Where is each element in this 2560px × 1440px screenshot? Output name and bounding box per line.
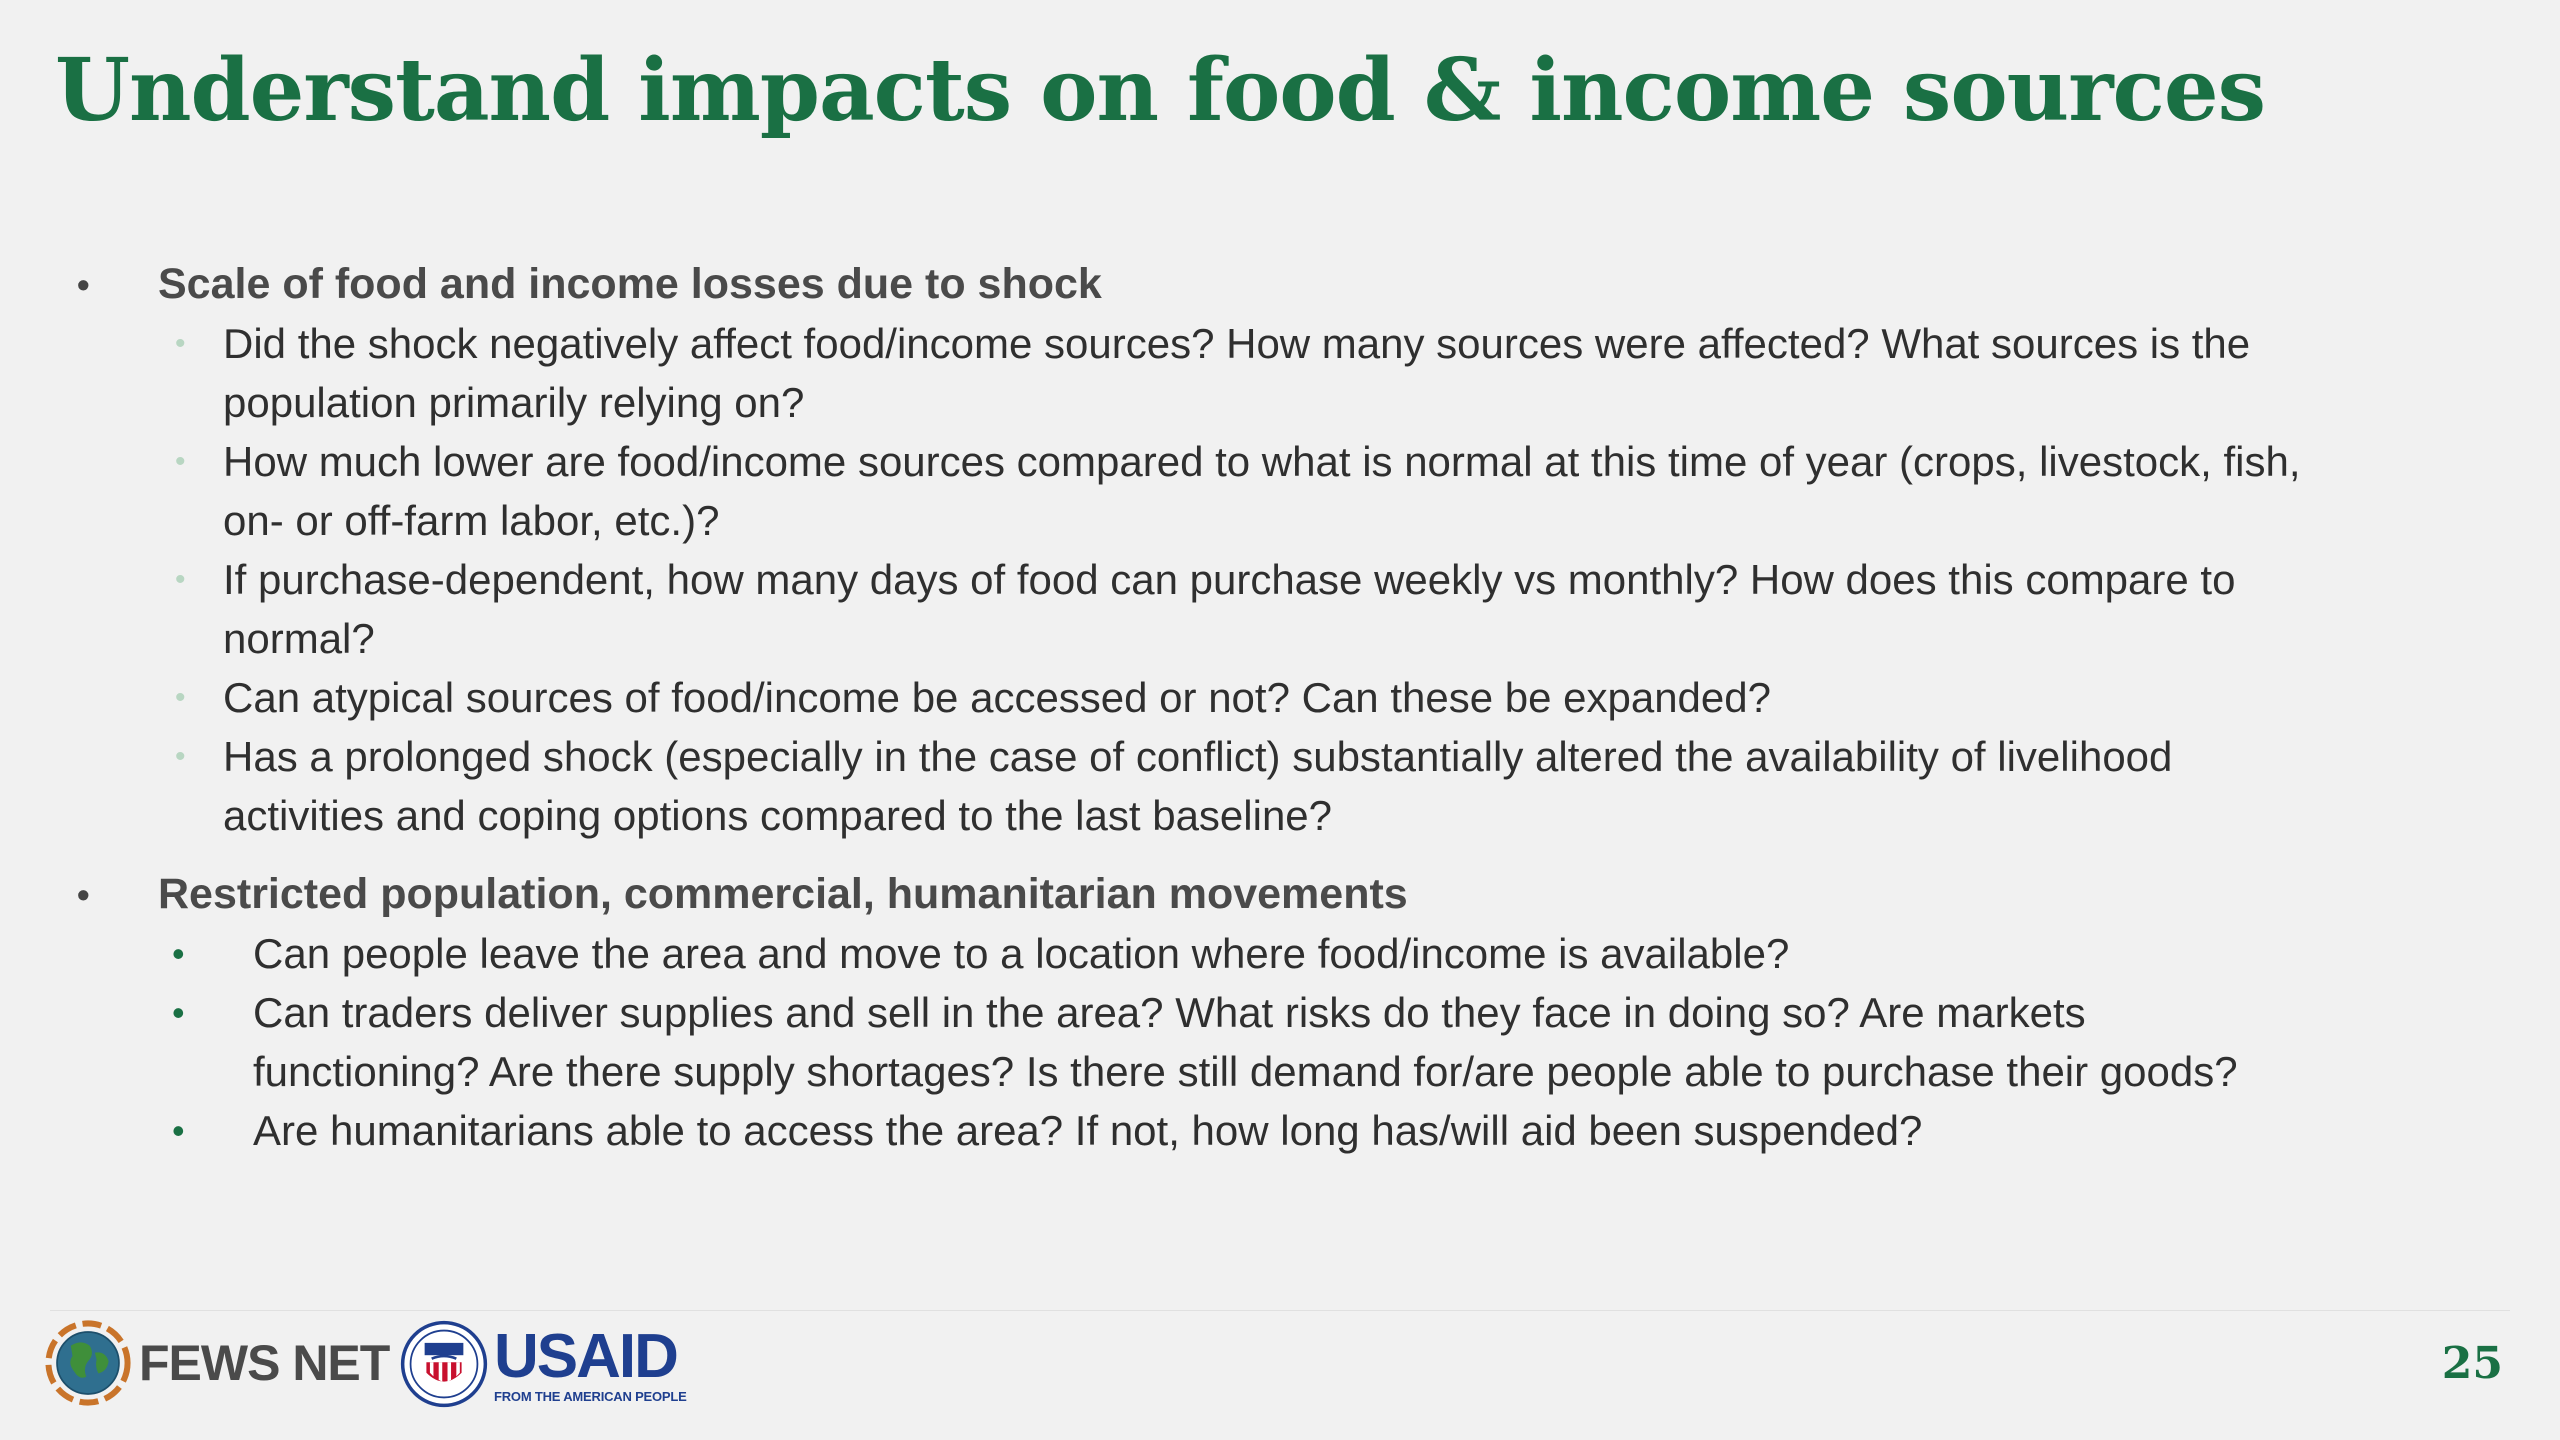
section-heading — [0, 865, 2400, 924]
section-heading — [0, 255, 2400, 314]
bullet-icon: • — [175, 445, 186, 478]
bullet-icon: • — [175, 681, 186, 714]
page-number: 25 — [2441, 1338, 2503, 1389]
bullet-icon: • — [77, 264, 90, 305]
list-item-text: Can people leave the area and move to a location where food/income is available? — [253, 930, 1790, 977]
list-item — [0, 727, 2400, 845]
list-item — [0, 432, 2400, 550]
bullet-icon: • — [172, 933, 185, 974]
fews-net-logo — [45, 1318, 389, 1408]
bullet-icon: • — [172, 992, 185, 1033]
fews-net-logo-text: FEWS NET — [139, 1335, 390, 1391]
usaid-tagline: FROM THE AMERICAN PEOPLE — [494, 1388, 687, 1404]
list-item — [0, 983, 2400, 1101]
section-heading-text: Scale of food and income losses due to shock — [158, 260, 1102, 308]
bullet-icon: • — [172, 1110, 185, 1151]
usaid-logo-text: USAID — [494, 1321, 677, 1391]
fews-net-globe-icon — [45, 1320, 131, 1406]
usaid-logo — [400, 1318, 687, 1410]
section-restricted-movements — [0, 865, 2400, 1160]
bullet-icon: • — [77, 874, 90, 915]
list-item-text: Can atypical sources of food/income be accessed or not? Can these be expanded? — [223, 674, 1771, 721]
list-item — [0, 924, 2400, 983]
list-item — [0, 668, 2400, 727]
list-item — [0, 314, 2400, 432]
list-item-text: Are humanitarians able to access the area? If not, how long has/will aid been suspended? — [253, 1107, 1923, 1154]
usaid-seal-icon — [400, 1320, 488, 1408]
section-scale-losses — [0, 255, 2400, 845]
bullet-icon: • — [175, 327, 186, 360]
usaid-wordmark — [494, 1321, 687, 1404]
list-item-text: Can traders deliver supplies and sell in the area? What risks do they face in doing so? Are markets functioning? Are there supply shortages? Is there still demand for/are people able to purchase their goods? — [253, 989, 2238, 1095]
slide-content — [0, 255, 2400, 1160]
list-item-text: Did the shock negatively affect food/income sources? How many sources were affected? What sources is the population primarily relying on? — [223, 320, 2251, 426]
list-item — [0, 550, 2400, 668]
list-item-text: Has a prolonged shock (especially in the case of conflict) substantially altered the availability of livelihood activities and coping options compared to the last baseline? — [223, 733, 2173, 839]
footer-divider — [50, 1310, 2510, 1311]
list-item — [0, 1101, 2400, 1160]
bullet-icon: • — [175, 563, 186, 596]
list-item-text: If purchase-dependent, how many days of food can purchase weekly vs monthly? How does this compare to normal? — [223, 556, 2236, 662]
list-item-text: How much lower are food/income sources compared to what is normal at this time of year (crops, livestock, fish, on- or off-farm labor, etc.)? — [223, 438, 2301, 544]
slide-title: Understand impacts on food & income sources — [55, 40, 2266, 141]
bullet-icon: • — [175, 740, 186, 773]
section-heading-text: Restricted population, commercial, humanitarian movements — [158, 870, 1408, 918]
footer — [45, 1318, 2515, 1418]
